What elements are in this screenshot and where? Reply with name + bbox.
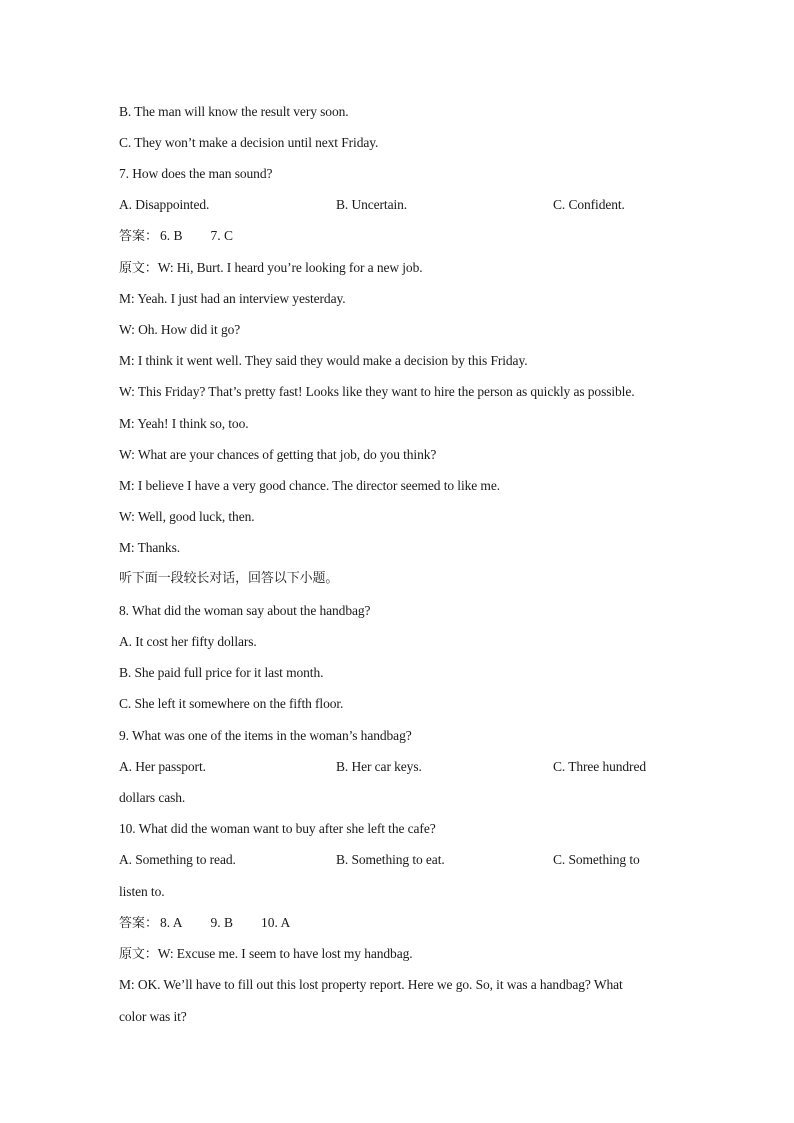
transcript-label: 原文：	[119, 261, 158, 276]
q6-option-c: C. They won’t make a decision until next Friday.	[119, 135, 379, 150]
q7-option-b: B. Uncertain.	[336, 197, 408, 212]
answer-q6: 6. B	[160, 228, 183, 243]
question-8: 8. What did the woman say about the handbag?	[119, 603, 371, 618]
transcript-line: W: Oh. How did it go?	[119, 322, 241, 337]
q10-option-a: A. Something to read.	[119, 852, 236, 867]
answer-block-2	[119, 915, 290, 931]
answer-q10: 10. A	[261, 915, 291, 930]
q8-option-c: C. She left it somewhere on the fifth floor.	[119, 696, 344, 711]
answer-q9: 9. B	[210, 915, 234, 930]
q7-option-a: A. Disappointed.	[119, 197, 210, 212]
q9-option-c-continued: dollars cash.	[119, 790, 186, 805]
q10-option-c-continued: listen to.	[119, 884, 165, 899]
q7-options	[0, 197, 794, 213]
transcript-line	[119, 946, 413, 963]
answer-label: 答案：	[119, 229, 159, 244]
transcript-line: M: Thanks.	[119, 540, 181, 555]
q8-option-b: B. She paid full price for it last month.	[119, 665, 324, 680]
question-9: 9. What was one of the items in the woman’s handbag?	[119, 728, 412, 743]
q6-option-b: B. The man will know the result very soon.	[119, 104, 349, 119]
transcript-label: 原文：	[119, 947, 158, 962]
answer-q7: 7. C	[210, 228, 234, 243]
transcript-line: W: Well, good luck, then.	[119, 509, 255, 524]
q10-options	[0, 852, 794, 868]
transcript-line: M: I believe I have a very good chance. The director seemed to like me.	[119, 478, 500, 493]
q9-option-c: C. Three hundred	[553, 759, 646, 774]
transcript-line	[119, 260, 423, 277]
answer-q8: 8. A	[160, 915, 183, 930]
q9-option-a: A. Her passport.	[119, 759, 206, 774]
transcript-line: W: This Friday? That’s pretty fast! Looks like they want to hire the person as quickly as possible.	[119, 384, 635, 399]
q9-option-b: B. Her car keys.	[336, 759, 422, 774]
q8-option-a: A. It cost her fifty dollars.	[119, 634, 257, 649]
transcript-line: color was it?	[119, 1009, 187, 1024]
transcript-line: M: OK. We’ll have to fill out this lost property report. Here we go. So, it was a handbag? What	[119, 977, 623, 992]
transcript-line: W: What are your chances of getting that job, do you think?	[119, 447, 437, 462]
answer-label: 答案：	[119, 916, 159, 931]
answer-block-1	[119, 228, 233, 244]
transcript-line: M: Yeah! I think so, too.	[119, 416, 249, 431]
transcript-text: W: Hi, Burt. I heard you’re looking for a new job.	[157, 260, 423, 275]
q10-option-b: B. Something to eat.	[336, 852, 445, 867]
transcript-line: M: Yeah. I just had an interview yesterday.	[119, 291, 346, 306]
q9-options	[0, 759, 794, 775]
q10-option-c: C. Something to	[553, 852, 640, 867]
question-7: 7. How does the man sound?	[119, 166, 273, 181]
transcript-text: W: Excuse me. I seem to have lost my handbag.	[157, 946, 413, 961]
q7-option-c: C. Confident.	[553, 197, 625, 212]
transcript-line: M: I think it went well. They said they would make a decision by this Friday.	[119, 353, 528, 368]
section-instruction: 听下面一段较长对话，回答以下小题。	[119, 571, 339, 586]
question-10: 10. What did the woman want to buy after she left the cafe?	[119, 821, 436, 836]
